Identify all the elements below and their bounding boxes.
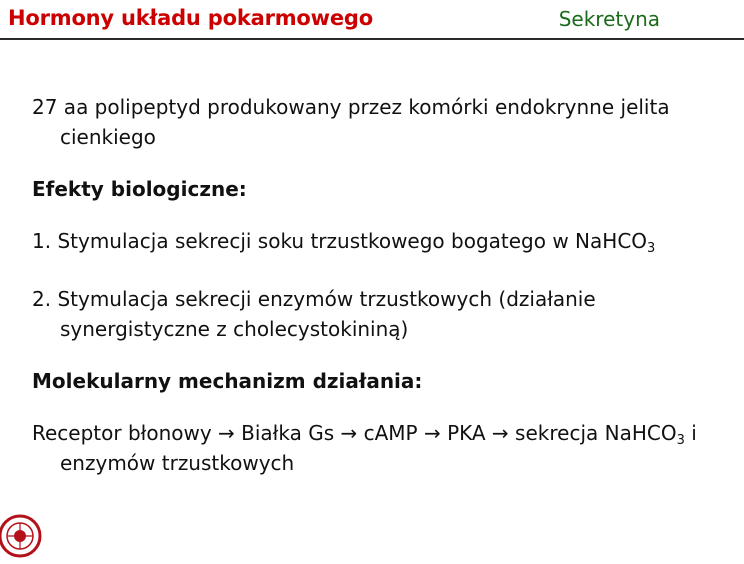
effect-item-1 — [32, 226, 732, 256]
mechanism-text — [32, 418, 732, 478]
header-divider — [0, 38, 744, 40]
university-seal-icon — [0, 498, 46, 560]
mechanism-text-suffix: i enzymów trzustkowych — [60, 421, 697, 475]
effects-heading: Efekty biologiczne: — [32, 177, 247, 201]
slide-header — [0, 0, 744, 44]
slide-content — [32, 92, 732, 478]
intro-text: 27 aa polipeptyd produkowany przez komórki endokrynne jelita cienkiego — [32, 95, 670, 149]
mechanism-subscript: 3 — [676, 433, 685, 448]
effect-item-1-text: 1. Stymulacja sekrecji soku trzustkowego bogatego w NaHCO — [32, 229, 648, 253]
effect-item-1-subscript: 3 — [647, 241, 656, 256]
mechanism-text-main: Receptor błonowy → Białka Gs → cAMP → PKA → sekrecja NaHCO — [32, 421, 677, 445]
effect-item-2: 2. Stymulacja sekrecji enzymów trzustkowych (działanie synergistyczne z cholecystokininą) — [32, 287, 596, 341]
mechanism-heading: Molekularny mechanizm działania: — [32, 369, 423, 393]
slide-title: Hormony układu pokarmowego — [8, 6, 373, 30]
slide-subject: Sekretyna — [558, 7, 660, 31]
